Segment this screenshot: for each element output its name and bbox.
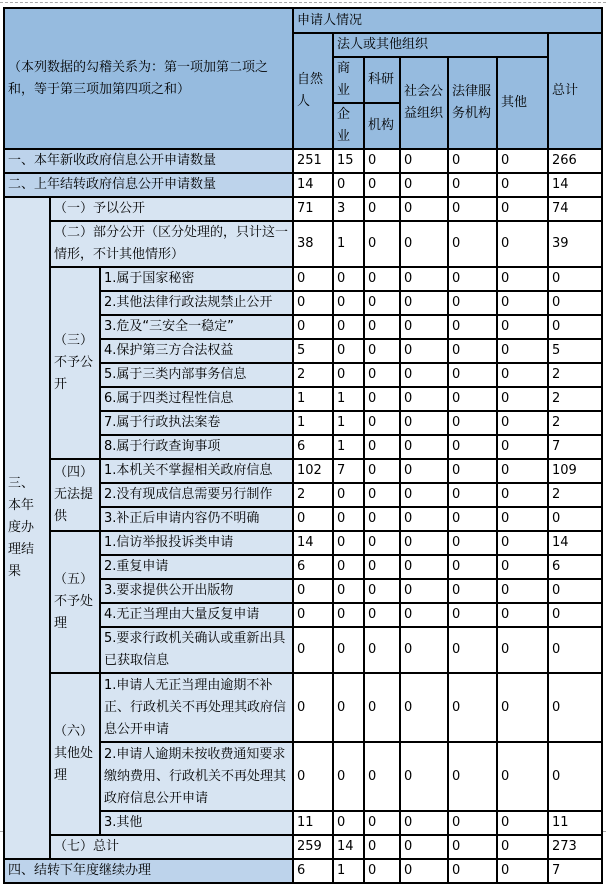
value-cell: 0 xyxy=(497,221,548,267)
value-cell: 273 xyxy=(548,835,602,859)
table-row xyxy=(4,459,602,483)
value-cell: 0 xyxy=(400,835,448,859)
value-cell: 0 xyxy=(400,435,448,459)
header-commercial-line1: 商业 xyxy=(333,57,364,103)
value-cell: 7 xyxy=(548,435,602,459)
value-cell: 0 xyxy=(400,173,448,197)
value-cell: 0 xyxy=(364,387,400,411)
row-label-state-secret: 1.属于国家秘密 xyxy=(100,267,293,291)
header-social-welfare-org: 社会公益组织 xyxy=(400,57,448,149)
value-cell: 0 xyxy=(400,627,448,673)
value-cell: 0 xyxy=(293,673,333,742)
value-cell: 0 xyxy=(497,411,548,435)
value-cell: 0 xyxy=(497,835,548,859)
value-cell: 0 xyxy=(364,363,400,387)
value-cell: 0 xyxy=(448,835,497,859)
row-label-law-forbidden: 2.其他法律行政法规禁止公开 xyxy=(100,291,293,315)
value-cell: 0 xyxy=(400,507,448,531)
value-cell: 0 xyxy=(448,627,497,673)
value-cell: 0 xyxy=(497,483,548,507)
row-label-mass-repeat: 4.无正当理由大量反复申请 xyxy=(100,603,293,627)
value-cell: 0 xyxy=(497,627,548,673)
value-cell: 1 xyxy=(333,859,364,883)
value-cell: 6 xyxy=(293,555,333,579)
table-row xyxy=(4,267,602,291)
value-cell: 11 xyxy=(293,811,333,835)
value-cell: 0 xyxy=(497,267,548,291)
value-cell: 102 xyxy=(293,459,333,483)
value-cell: 0 xyxy=(548,742,602,811)
value-cell: 0 xyxy=(497,363,548,387)
value-cell: 0 xyxy=(293,267,333,291)
row-label-internal-affairs: 5.属于三类内部事务信息 xyxy=(100,363,293,387)
value-cell: 0 xyxy=(293,742,333,811)
value-cell: 0 xyxy=(497,315,548,339)
value-cell: 0 xyxy=(333,315,364,339)
row-label-petition-class: 1.信访举报投诉类申请 xyxy=(100,531,293,555)
value-cell: 0 xyxy=(448,742,497,811)
value-cell: 109 xyxy=(548,459,602,483)
corner-note-cell: （本列数据的勾稽关系为：第一项加第二项之和，等于第三项加第四项之和） xyxy=(4,8,293,149)
value-cell: 6 xyxy=(548,555,602,579)
group-label-other-processing: （六）其他处理 xyxy=(50,673,100,835)
value-cell: 0 xyxy=(293,603,333,627)
value-cell: 0 xyxy=(364,673,400,742)
header-other: 其他 xyxy=(497,57,548,149)
value-cell: 0 xyxy=(448,579,497,603)
value-cell: 0 xyxy=(400,459,448,483)
value-cell: 0 xyxy=(400,742,448,811)
value-cell: 0 xyxy=(448,149,497,173)
value-cell: 0 xyxy=(364,531,400,555)
value-cell: 0 xyxy=(448,531,497,555)
value-cell: 0 xyxy=(448,411,497,435)
value-cell: 0 xyxy=(364,149,400,173)
value-cell: 0 xyxy=(497,173,548,197)
row-label-partial: （二）部分公开（区分处理的，只计这一情形，不计其他情形） xyxy=(50,221,293,267)
value-cell: 0 xyxy=(497,291,548,315)
table-row xyxy=(4,149,602,173)
value-cell: 0 xyxy=(333,483,364,507)
value-cell: 0 xyxy=(497,603,548,627)
value-cell: 1 xyxy=(333,387,364,411)
value-cell: 0 xyxy=(400,387,448,411)
group-label-no-disclosure: （三）不予公开 xyxy=(50,267,100,459)
table-row xyxy=(4,673,602,742)
value-cell: 0 xyxy=(448,339,497,363)
value-cell: 0 xyxy=(400,579,448,603)
value-cell: 0 xyxy=(293,291,333,315)
value-cell: 0 xyxy=(448,291,497,315)
value-cell: 6 xyxy=(293,435,333,459)
row-label-overdue-no-correction: 1.申请人无正当理由逾期不补正、行政机关不再处理其政府信息公开申请 xyxy=(100,673,293,742)
row-label-need-creation: 2.没有现成信息需要另行制作 xyxy=(100,483,293,507)
value-cell: 251 xyxy=(293,149,333,173)
value-cell: 0 xyxy=(497,459,548,483)
value-cell: 0 xyxy=(333,811,364,835)
value-cell: 0 xyxy=(333,339,364,363)
value-cell: 0 xyxy=(448,859,497,883)
row-label-new-received: 一、本年新收政府信息公开申请数量 xyxy=(4,149,293,173)
header-total: 总计 xyxy=(548,33,602,149)
table-row xyxy=(4,835,602,859)
row-label-process-info: 6.属于四类过程性信息 xyxy=(100,387,293,411)
value-cell: 0 xyxy=(548,673,602,742)
value-cell: 0 xyxy=(548,507,602,531)
value-cell: 5 xyxy=(548,339,602,363)
row-label-still-unclear: 3.补正后申请内容仍不明确 xyxy=(100,507,293,531)
value-cell: 0 xyxy=(333,363,364,387)
value-cell: 0 xyxy=(364,267,400,291)
value-cell: 0 xyxy=(364,459,400,483)
value-cell: 0 xyxy=(448,435,497,459)
value-cell: 0 xyxy=(497,435,548,459)
value-cell: 0 xyxy=(364,742,400,811)
header-commercial-line2: 企业 xyxy=(333,103,364,149)
value-cell: 0 xyxy=(448,221,497,267)
value-cell: 0 xyxy=(400,531,448,555)
value-cell: 0 xyxy=(497,507,548,531)
value-cell: 0 xyxy=(364,435,400,459)
value-cell: 0 xyxy=(400,149,448,173)
value-cell: 14 xyxy=(548,531,602,555)
value-cell: 0 xyxy=(497,387,548,411)
value-cell: 0 xyxy=(333,267,364,291)
table-row xyxy=(4,531,602,555)
value-cell: 0 xyxy=(400,603,448,627)
value-cell: 0 xyxy=(497,555,548,579)
value-cell: 0 xyxy=(497,197,548,221)
header-natural-person: 自然人 xyxy=(293,33,333,149)
value-cell: 0 xyxy=(293,507,333,531)
value-cell: 0 xyxy=(364,859,400,883)
header-research-line2: 机构 xyxy=(364,103,400,149)
value-cell: 71 xyxy=(293,197,333,221)
value-cell: 0 xyxy=(364,197,400,221)
value-cell: 0 xyxy=(333,603,364,627)
value-cell: 0 xyxy=(364,411,400,435)
value-cell: 1 xyxy=(333,221,364,267)
value-cell: 1 xyxy=(333,411,364,435)
value-cell: 11 xyxy=(548,811,602,835)
value-cell: 0 xyxy=(364,315,400,339)
value-cell: 0 xyxy=(364,579,400,603)
value-cell: 0 xyxy=(400,267,448,291)
value-cell: 0 xyxy=(400,811,448,835)
value-cell: 0 xyxy=(333,173,364,197)
row-label-overdue-no-payment: 2.申请人逾期未按收费通知要求缴纳费用、行政机关不再处理其政府信息公开申请 xyxy=(100,742,293,811)
group-label-unable-to-provide: （四）无法提供 xyxy=(50,459,100,531)
table-row xyxy=(4,173,602,197)
value-cell: 0 xyxy=(448,363,497,387)
value-cell: 3 xyxy=(333,197,364,221)
value-cell: 5 xyxy=(293,339,333,363)
value-cell: 6 xyxy=(293,859,333,883)
value-cell: 14 xyxy=(293,531,333,555)
value-cell: 266 xyxy=(548,149,602,173)
value-cell: 0 xyxy=(400,221,448,267)
value-cell: 0 xyxy=(548,627,602,673)
value-cell: 0 xyxy=(448,315,497,339)
value-cell: 1 xyxy=(293,411,333,435)
value-cell: 0 xyxy=(400,673,448,742)
value-cell: 259 xyxy=(293,835,333,859)
value-cell: 14 xyxy=(548,173,602,197)
value-cell: 14 xyxy=(333,835,364,859)
value-cell: 0 xyxy=(497,531,548,555)
value-cell: 0 xyxy=(333,507,364,531)
row-label-granted: （一）予以公开 xyxy=(50,197,293,221)
value-cell: 0 xyxy=(497,149,548,173)
value-cell: 0 xyxy=(548,579,602,603)
value-cell: 0 xyxy=(400,363,448,387)
value-cell: 0 xyxy=(497,673,548,742)
header-research-line1: 科研 xyxy=(364,57,400,103)
value-cell: 0 xyxy=(448,673,497,742)
value-cell: 0 xyxy=(497,859,548,883)
value-cell: 0 xyxy=(448,483,497,507)
row-label-not-held: 1.本机关不掌握相关政府信息 xyxy=(100,459,293,483)
value-cell: 7 xyxy=(548,859,602,883)
value-cell: 7 xyxy=(333,459,364,483)
row-label-enforcement-files: 7.属于行政执法案卷 xyxy=(100,411,293,435)
value-cell: 0 xyxy=(400,483,448,507)
value-cell: 0 xyxy=(364,291,400,315)
value-cell: 0 xyxy=(400,339,448,363)
value-cell: 38 xyxy=(293,221,333,267)
value-cell: 0 xyxy=(333,291,364,315)
value-cell: 0 xyxy=(364,483,400,507)
value-cell: 0 xyxy=(448,507,497,531)
row-label-repeated-request: 2.重复申请 xyxy=(100,555,293,579)
value-cell: 0 xyxy=(448,459,497,483)
row-label-third-party-rights: 4.保护第三方合法权益 xyxy=(100,339,293,363)
value-cell: 0 xyxy=(448,267,497,291)
value-cell: 2 xyxy=(293,483,333,507)
value-cell: 0 xyxy=(448,555,497,579)
value-cell: 0 xyxy=(333,555,364,579)
value-cell: 0 xyxy=(548,315,602,339)
value-cell: 0 xyxy=(293,315,333,339)
value-cell: 0 xyxy=(400,197,448,221)
value-cell: 0 xyxy=(400,315,448,339)
value-cell: 0 xyxy=(364,603,400,627)
value-cell: 0 xyxy=(448,603,497,627)
row-label-carried-over: 二、上年结转政府信息公开申请数量 xyxy=(4,173,293,197)
value-cell: 0 xyxy=(364,811,400,835)
value-cell: 2 xyxy=(548,363,602,387)
row-label-confirm-reissue: 5.要求行政机关确认或重新出具已获取信息 xyxy=(100,627,293,673)
value-cell: 2 xyxy=(548,411,602,435)
value-cell: 2 xyxy=(548,387,602,411)
value-cell: 0 xyxy=(364,627,400,673)
header-legal-or-other-org: 法人或其他组织 xyxy=(333,33,548,57)
row-label-safety-stability: 3.危及“三安全一稳定” xyxy=(100,315,293,339)
table-row xyxy=(4,221,602,267)
value-cell: 0 xyxy=(497,339,548,363)
table-row xyxy=(4,859,602,883)
value-cell: 0 xyxy=(364,173,400,197)
row-label-grand-total: （七）总计 xyxy=(50,835,293,859)
header-applicant-status: 申请人情况 xyxy=(293,8,602,33)
value-cell: 0 xyxy=(548,603,602,627)
value-cell: 2 xyxy=(293,363,333,387)
value-cell: 0 xyxy=(548,267,602,291)
row-label-admin-inquiry: 8.属于行政查询事项 xyxy=(100,435,293,459)
value-cell: 0 xyxy=(448,197,497,221)
value-cell: 39 xyxy=(548,221,602,267)
value-cell: 0 xyxy=(333,673,364,742)
value-cell: 0 xyxy=(293,627,333,673)
value-cell: 0 xyxy=(497,811,548,835)
value-cell: 2 xyxy=(548,483,602,507)
group-label-no-processing: （五）不予处理 xyxy=(50,531,100,673)
value-cell: 0 xyxy=(364,835,400,859)
value-cell: 0 xyxy=(364,221,400,267)
value-cell: 0 xyxy=(293,579,333,603)
value-cell: 0 xyxy=(333,579,364,603)
value-cell: 0 xyxy=(400,555,448,579)
value-cell: 14 xyxy=(293,173,333,197)
table-row xyxy=(4,197,602,221)
page-break-dashed-line-top xyxy=(0,2,606,3)
value-cell: 0 xyxy=(400,859,448,883)
value-cell: 0 xyxy=(548,291,602,315)
value-cell: 15 xyxy=(333,149,364,173)
group-label-annual-results: 三、本年度办理结果 xyxy=(4,197,50,859)
value-cell: 0 xyxy=(448,173,497,197)
value-cell: 0 xyxy=(497,579,548,603)
value-cell: 0 xyxy=(448,387,497,411)
value-cell: 1 xyxy=(293,387,333,411)
value-cell: 0 xyxy=(448,811,497,835)
value-cell: 0 xyxy=(400,291,448,315)
value-cell: 0 xyxy=(333,531,364,555)
value-cell: 0 xyxy=(400,411,448,435)
value-cell: 0 xyxy=(364,507,400,531)
value-cell: 74 xyxy=(548,197,602,221)
row-label-publications: 3.要求提供公开出版物 xyxy=(100,579,293,603)
header-legal-service-org: 法律服务机构 xyxy=(448,57,497,149)
value-cell: 0 xyxy=(364,339,400,363)
row-label-other-cases: 3.其他 xyxy=(100,811,293,835)
value-cell: 1 xyxy=(333,435,364,459)
value-cell: 0 xyxy=(333,742,364,811)
value-cell: 0 xyxy=(497,742,548,811)
row-label-next-year: 四、结转下年度继续办理 xyxy=(4,859,293,883)
value-cell: 0 xyxy=(364,555,400,579)
value-cell: 0 xyxy=(333,627,364,673)
disclosure-statistics-table xyxy=(3,7,603,884)
